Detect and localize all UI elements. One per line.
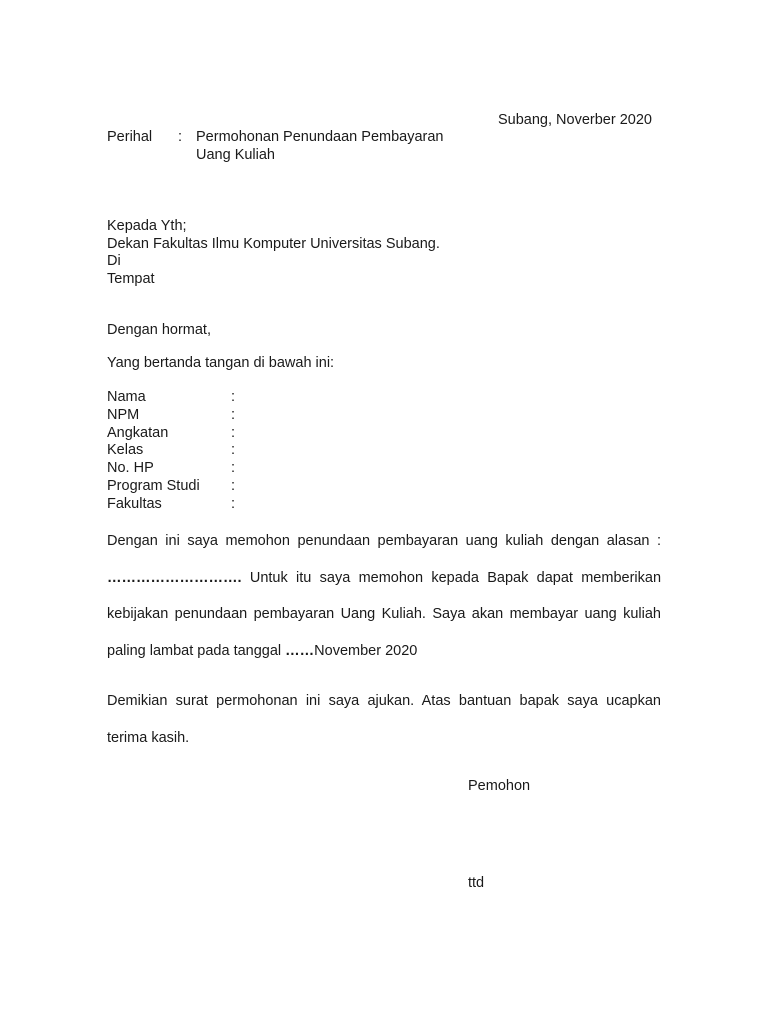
body-line-2-text: Untuk itu saya memohon kepada Bapak dapat memberikan [249,570,662,586]
intro: Yang bertanda tangan di bawah ini: [107,355,335,371]
field-label: NPM [107,407,140,423]
subject-colon: : [178,129,183,145]
field-label: Kelas [107,442,144,458]
body-line-2 [107,569,661,587]
field-label: Angkatan [107,425,169,441]
field-row [107,459,235,477]
body-line-3: kebijakan penundaan pembayaran Uang Kuliah. Saya akan membayar uang kuliah [107,606,661,622]
field-colon: : [231,460,236,476]
recipient-line-1: Kepada Yth; [107,218,187,234]
field-row [107,424,235,442]
field-colon: : [231,425,236,441]
body-line-4-text: paling lambat pada tanggal [107,643,282,659]
date-blank-dots: …… [285,643,315,659]
signature-mark: ttd [468,875,485,891]
recipient-line-3: Di [107,253,121,269]
body-line-4 [107,642,417,660]
field-colon: : [231,442,236,458]
field-label: Fakultas [107,496,162,512]
field-row [107,441,235,459]
closing-line-2: terima kasih. [107,730,190,746]
field-label: No. HP [107,460,154,476]
body-line-1: Dengan ini saya memohon penundaan pembayaran uang kuliah dengan alasan : [107,533,661,549]
field-label: Program Studi [107,478,200,494]
signer-role: Pemohon [468,778,531,794]
field-row [107,388,235,406]
field-colon: : [231,496,236,512]
recipient-line-4: Tempat [107,271,155,287]
subject-line-1: Permohonan Penundaan Pembayaran [196,129,444,145]
field-colon: : [231,389,236,405]
reason-blank-dots: ………………………. [107,570,242,586]
recipient-line-2: Dekan Fakultas Ilmu Komputer Universitas Subang. [107,236,440,252]
subject-label: Perihal [107,129,153,145]
field-label: Nama [107,389,146,405]
field-colon: : [231,407,236,423]
body-line-4-end: November 2020 [314,643,418,659]
greeting: Dengan hormat, [107,322,211,338]
closing-line-1: Demikian surat permohonan ini saya ajukan. Atas bantuan bapak saya ucapkan [107,693,661,709]
place-date: Subang, Noverber 2020 [498,112,652,128]
field-row [107,477,235,495]
field-colon: : [231,478,236,494]
field-row [107,406,235,424]
subject-line-2: Uang Kuliah [196,147,275,163]
field-row [107,495,235,513]
